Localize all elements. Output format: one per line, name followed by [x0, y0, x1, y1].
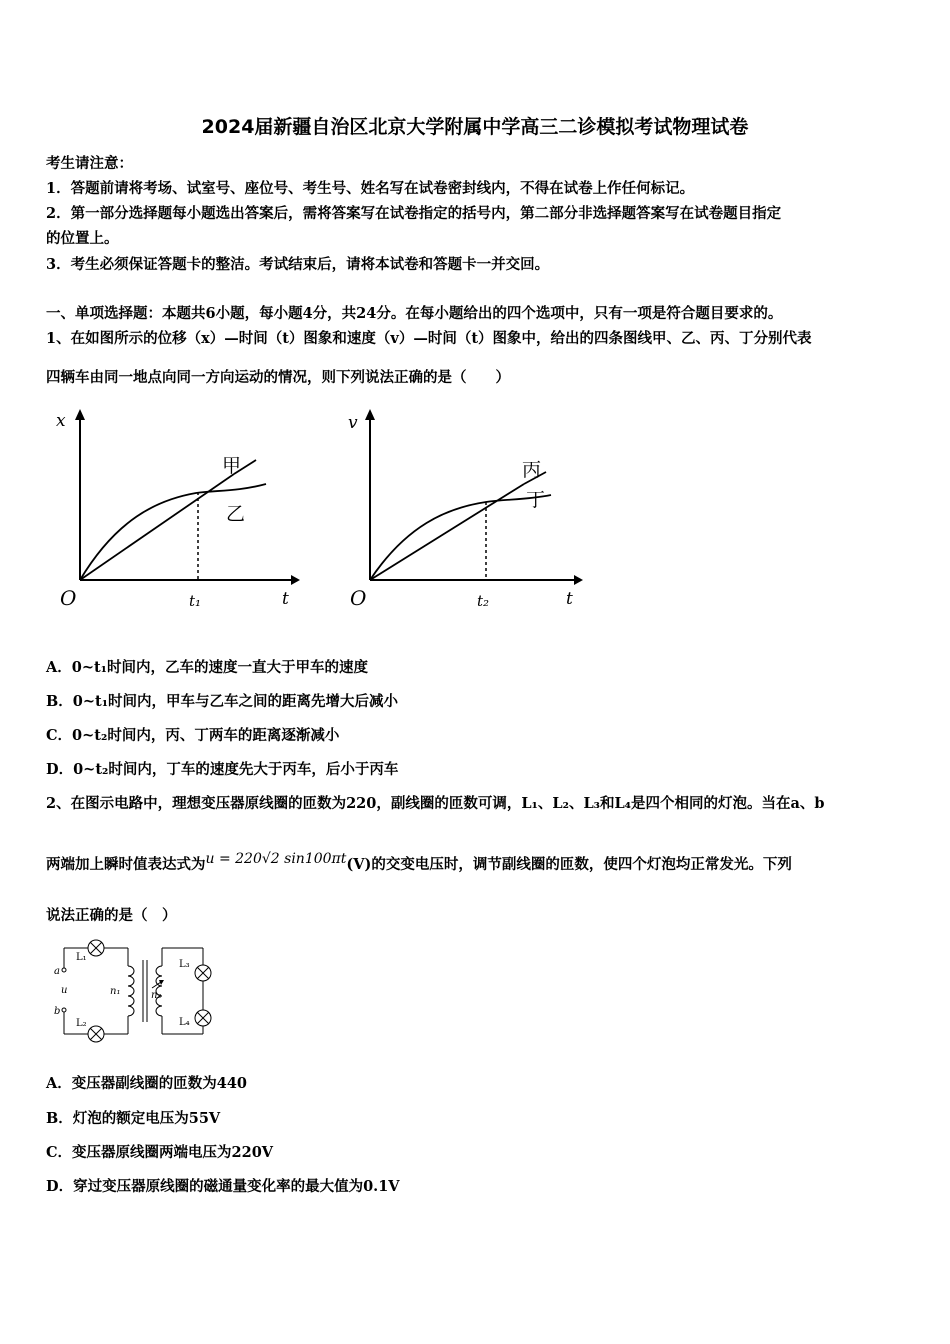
label-L3: L₃ [179, 959, 190, 970]
section-heading: 一、单项选择题：本题共6小题，每小题4分，共24分。在每小题给出的四个选项中，只有一项是符合题目要求的。 [46, 305, 783, 322]
q1-xt-graph [46, 400, 306, 620]
label-b: b [54, 1006, 61, 1017]
notice-item-1: 1．答题前请将考场、试室号、座位号、考生号、姓名写在试卷密封线内，不得在试卷上作任何标记。 [46, 180, 695, 197]
label-L2: L₂ [76, 1018, 87, 1029]
q1-stem-line2: 四辆车由同一地点向同一方向运动的情况，则下列说法正确的是（ ） [46, 369, 510, 386]
q2-stem-line3: 说法正确的是（ ） [46, 907, 177, 924]
curve-bing-line [370, 484, 524, 580]
origin-label: O [350, 586, 367, 610]
q1-stem-line1: 1、在如图所示的位移（x）—时间（t）图象和速度（v）—时间（t）图象中，给出的四条图线甲、乙、丙、丁分别代表 [46, 330, 812, 347]
notice-item-3: 3．考生必须保证答题卡的整洁。考试结束后，请将本试卷和答题卡一并交回。 [46, 256, 550, 273]
y-axis-label: x [56, 411, 66, 431]
curve-yi-line [80, 484, 266, 580]
page-title: 2024届新疆自治区北京大学附属中学高三二诊模拟考试物理试卷 [201, 116, 749, 138]
q2-option-a: A．变压器副线圈的匝数为440 [46, 1075, 248, 1092]
y-axis-label: v [348, 413, 358, 433]
notice-item-2: 2．第一部分选择题每小题选出答案后，需将答案写在试卷指定的括号内，第二部分非选择题答案写在试卷题目指定 [46, 205, 782, 222]
q2-option-d: D．穿过变压器原线圈的磁通量变化率的最大值为0.1V [46, 1178, 400, 1195]
x-axis-arrow [291, 575, 300, 585]
y-axis-arrow [365, 409, 375, 420]
label-L4: L₄ [179, 1017, 190, 1028]
x-axis-label: t [566, 589, 573, 609]
q2-stem-pre: 两端加上瞬时值表达式为 [46, 856, 206, 873]
t1-label: t₁ [189, 592, 202, 610]
curve-ding-label: 丁 [526, 489, 546, 511]
label-u: u [61, 985, 68, 996]
q1-option-d: D．0~t₂时间内，丁车的速度先大于丙车，后小于丙车 [46, 761, 399, 778]
curve-jia-label: 甲 [222, 455, 242, 477]
notice-heading: 考生请注意： [46, 155, 133, 172]
x-axis-arrow [574, 575, 583, 585]
y-axis-arrow [75, 409, 85, 420]
curve-jia-line [80, 474, 234, 580]
curve-ding-line [370, 495, 551, 580]
q1-vt-graph [336, 400, 596, 620]
curve-yi-label: 乙 [226, 503, 246, 525]
q2-circuit-diagram [46, 930, 226, 1048]
q2-option-b: B．灯泡的额定电压为55V [46, 1110, 221, 1127]
q2-formula: u = 220√2 sin100πt [205, 851, 347, 867]
q2-option-c: C．变压器原线圈两端电压为220V [46, 1144, 274, 1161]
q2-stem-line1: 2、在图示电路中，理想变压器原线圈的匝数为220，副线圈的匝数可调，L₁、L₂、L₃和L₄是四个相同的灯泡。当在a、b [46, 795, 825, 812]
curve-bing-label: 丙 [522, 459, 542, 481]
q2-stem-post: (V)的交变电压时，调节副线圈的匝数，使四个灯泡均正常发光。下列 [346, 856, 792, 873]
x-axis-label: t [282, 589, 289, 609]
label-n2: n₂ [151, 990, 162, 1001]
label-L1: L₁ [76, 952, 87, 963]
q1-option-c: C．0~t₂时间内，丙、丁两车的距离逐渐减小 [46, 727, 340, 744]
q1-option-a: A．0~t₁时间内，乙车的速度一直大于甲车的速度 [46, 659, 369, 676]
label-n1: n₁ [110, 986, 121, 997]
label-a: a [54, 966, 60, 977]
q1-option-b: B．0~t₁时间内，甲车与乙车之间的距离先增大后减小 [46, 693, 399, 710]
origin-label: O [60, 586, 77, 610]
notice-item-2-cont: 的位置上。 [46, 230, 119, 247]
q2-stem-line2 [46, 853, 792, 874]
primary-coil [128, 966, 134, 1016]
t2-label: t₂ [477, 592, 490, 610]
